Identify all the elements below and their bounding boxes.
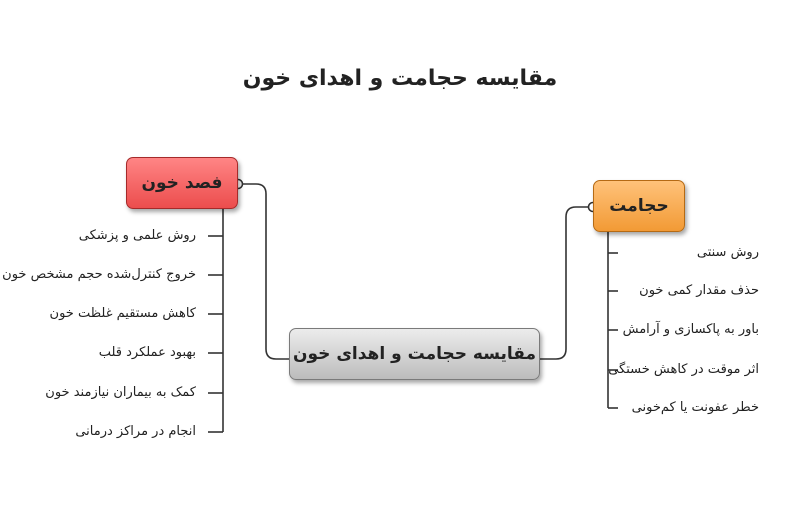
fasd-node-label: فصد خون [141,173,223,193]
central-node [289,328,540,380]
fasd-item: روش علمی و پزشکی [78,228,196,243]
connector-central-hijamat [540,207,593,359]
connector-central-fasd [238,184,289,359]
fasd-item: کمک به بیماران نیازمند خون [45,385,196,400]
fasd-item: انجام در مراکز درمانی [75,424,196,439]
hijamat-item: باور به پاکسازی و آرامش [622,322,759,337]
fasd-item: کاهش مستقیم غلظت خون [49,306,196,321]
hijamat-item: خطر عفونت یا کم‌خونی [631,400,759,415]
central-node-label: مقایسه حجامت و اهدای خون [292,344,537,364]
hijamat-item: حذف مقدار کمی خون [639,283,759,298]
diagram-title: مقایسه حجامت و اهدای خون [242,66,558,91]
hijamat-node [593,180,685,232]
fasd-node [126,157,238,209]
fasd-item: خروج کنترل‌شده حجم مشخص خون [2,267,196,282]
hijamat-item: روش سنتی [696,245,759,260]
hijamat-node-label: حجامت [609,196,669,216]
fasd-item: بهبود عملکرد قلب [98,345,196,360]
hijamat-item: اثر موقت در کاهش خستگی [608,362,759,377]
